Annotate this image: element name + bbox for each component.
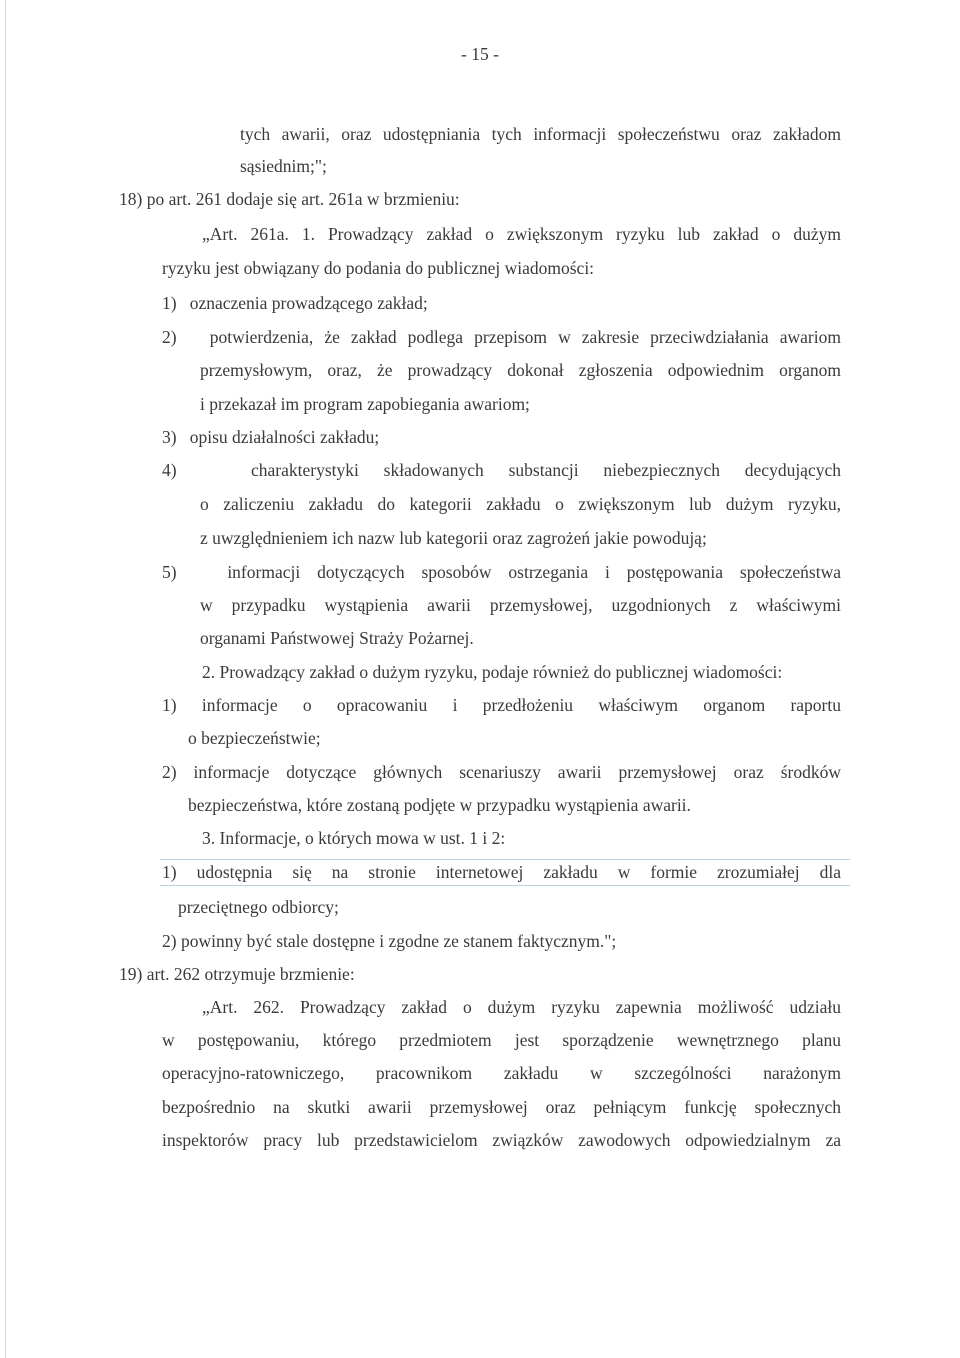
scan-artifact-rule [160, 885, 850, 886]
text-line: z uwzględnieniem ich nazw lub kategorii oraz zagrożeń jakie powodują; [200, 528, 707, 548]
text-line: tych awarii, oraz udostępniania tych informacji społeczeństwu oraz zakładom [240, 124, 841, 144]
list-item: 1) informacje o opracowaniu i przedłożeniu właściwym organom raportu [162, 695, 841, 715]
list-item: 19) art. 262 otrzymuje brzmienie: [119, 964, 355, 984]
text-line: w przypadku wystąpienia awarii przemysłowej, uzgodnionych z właściwymi [200, 595, 841, 615]
list-item: 3) opisu działalności zakładu; [162, 427, 380, 447]
list-item: 18) po art. 261 dodaje się art. 261a w brzmieniu: [119, 189, 460, 209]
paragraph-2: 2. Prowadzący zakład o dużym ryzyku, podaje również do publicznej wiadomości: [202, 662, 783, 682]
page-number: - 15 - [461, 44, 499, 64]
text-line: o bezpieczeństwie; [188, 728, 321, 748]
text-line: przemysłowym, oraz, że prowadzący dokonał zgłoszenia odpowiednim organom [200, 360, 841, 380]
text-line: ryzyku jest obwiązany do podania do publicznej wiadomości: [162, 258, 595, 278]
page-edge [5, 0, 6, 1358]
text-line: sąsiednim;"; [240, 156, 327, 176]
text-line: bezpieczeństwa, które zostaną podjęte w przypadku wystąpienia awarii. [188, 795, 691, 815]
text-line: bezpośrednio na skutki awarii przemysłowej oraz pełniącym funkcję społecznych [162, 1097, 841, 1117]
list-item: 2) potwierdzenia, że zakład podlega przepisom w zakresie przeciwdziałania awariom [162, 327, 841, 347]
list-item: 1) oznaczenia prowadzącego zakład; [162, 293, 428, 313]
text-line: inspektorów pracy lub przedstawicielom związków zawodowych odpowiedzialnym za [162, 1130, 841, 1150]
text-line: i przekazał im program zapobiegania awariom; [200, 394, 530, 414]
list-item: 2) informacje dotyczące głównych scenariuszy awarii przemysłowej oraz środków [162, 762, 841, 782]
list-item: 5) informacji dotyczących sposobów ostrzegania i postępowania społeczeństwa [162, 562, 841, 582]
text-line: operacyjno-ratowniczego, pracownikom zakładu w szczególności narażonym [162, 1063, 841, 1083]
list-item: 1) udostępnia się na stronie internetowej zakładu w formie zrozumiałej dla [162, 862, 841, 882]
text-line: o zaliczeniu zakładu do kategorii zakładu o zwiększonym lub dużym ryzyku, [200, 494, 841, 514]
text-line: organami Państwowej Straży Pożarnej. [200, 628, 474, 648]
text-line: w postępowaniu, którego przedmiotem jest sporządzenie wewnętrznego planu [162, 1030, 841, 1050]
article-heading-261a: „Art. 261a. 1. Prowadzący zakład o zwiększonym ryzyku lub zakład o dużym [202, 224, 841, 244]
text-line: przeciętnego odbiorcy; [178, 897, 339, 917]
list-item: 2) powinny być stale dostępne i zgodne ze stanem faktycznym."; [162, 931, 617, 951]
list-item: 4) charakterystyki składowanych substancji niebezpiecznych decydujących [162, 460, 841, 480]
paragraph-3: 3. Informacje, o których mowa w ust. 1 i 2: [202, 828, 506, 848]
article-heading-262: „Art. 262. Prowadzący zakład o dużym ryzyku zapewnia możliwość udziału [202, 997, 841, 1017]
